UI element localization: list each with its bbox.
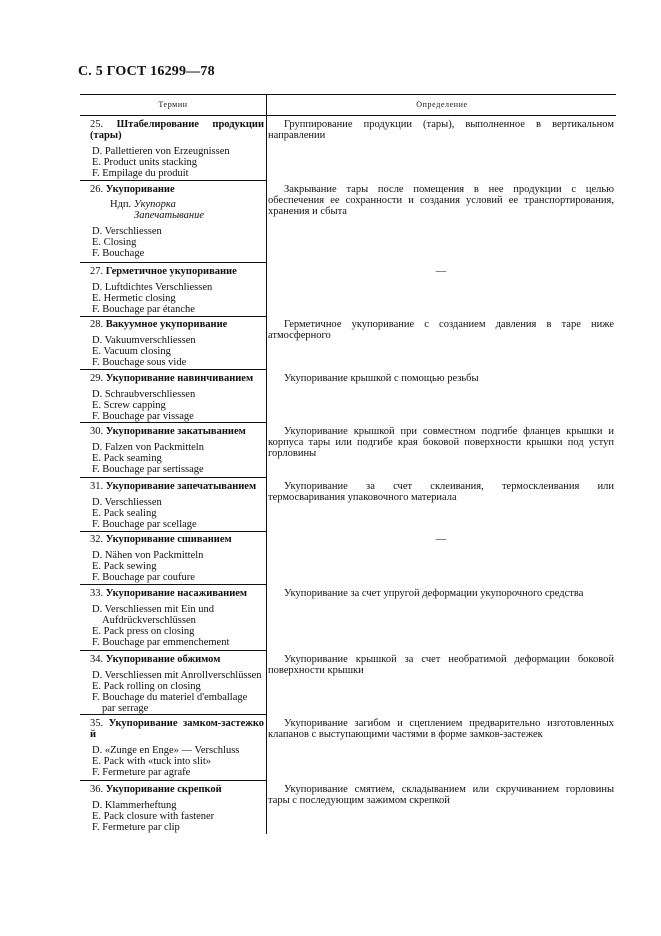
term-de: D. Klammerheftung xyxy=(92,800,177,811)
page-header: С. 5 ГОСТ 16299—78 xyxy=(78,64,215,79)
table-header-rule xyxy=(80,115,616,116)
definition-cell: Укупоривание за счет склеивания, термосклеивания или термосваривания упаковочного материала xyxy=(268,481,614,503)
definition-cell: Укупоривание крышкой за счет необратимой деформации боковой поверхности крышки xyxy=(268,654,614,676)
definition-cell: Группирование продукции (тары), выполненное в вертикальном направлении xyxy=(268,119,614,141)
term-fr: F. Fermeture par agrafe xyxy=(92,767,191,778)
definition-cell: Укупоривание за счет упругой деформации укупорочного средства xyxy=(284,588,584,599)
definition-cell: Закрывание тары после помещения в нее продукции с целью обеспечения ее сохранности и создания условий ее транспортирования, хранения и сбыта xyxy=(268,184,614,217)
definition-cell: Укупоривание загибом и сцеплением предварительно изготовленных клапанов с выступающими частями в форме замков-застежек xyxy=(268,718,614,740)
term-en: E. Pack with «tuck into slit» xyxy=(92,756,211,767)
term-fr: F. Bouchage sous vide xyxy=(92,357,187,368)
row-separator xyxy=(80,262,266,263)
term-de: D. Verschliessen xyxy=(92,497,162,508)
term-number: 36. xyxy=(90,784,104,795)
term-cell xyxy=(80,319,264,368)
definition-cell: Герметичное укупоривание с созданием давления в таре ниже атмосферного xyxy=(268,319,614,341)
column-header-term: Термин xyxy=(158,100,188,109)
term-fr: F. Fermeture par clip xyxy=(92,822,180,833)
definition-cell: — xyxy=(435,266,447,277)
term-en: E. Screw capping xyxy=(92,400,166,411)
row-separator xyxy=(80,477,266,478)
term-fr: F. Bouchage xyxy=(92,248,145,259)
ndp-item: Запечатывание xyxy=(134,210,205,221)
term-fr: F. Bouchage par sertissage xyxy=(92,464,204,475)
term-fr: F. Bouchage par coufure xyxy=(92,572,195,583)
term-en: E. Pack sealing xyxy=(92,508,157,519)
term-en: E. Hermetic closing xyxy=(92,293,176,304)
ndp-item: Укупорка xyxy=(133,199,176,210)
term-number: 31. xyxy=(90,481,104,492)
term-number: 27. xyxy=(90,266,104,277)
term-cell xyxy=(80,184,264,259)
row-separator xyxy=(80,422,266,423)
definition-cell: Укупоривание крышкой с помощью резьбы xyxy=(284,373,479,384)
term-name: Укупоривание навинчиванием xyxy=(105,373,254,384)
term-en: E. Pack rolling on closing xyxy=(92,681,201,692)
row-separator xyxy=(80,780,266,781)
column-divider xyxy=(266,94,267,834)
term-cell xyxy=(80,654,264,714)
term-cell xyxy=(80,373,264,422)
term-name: Укупоривание закатыванием xyxy=(105,426,246,437)
term-number: 34. xyxy=(90,654,104,665)
ndp-label: Ндп. xyxy=(110,199,132,210)
row-separator xyxy=(80,714,266,715)
row-separator xyxy=(80,584,266,585)
term-en: E. Pack press on closing xyxy=(92,626,195,637)
term-cell xyxy=(80,534,264,583)
term-de: D. Verschliessen xyxy=(92,226,162,237)
row-separator xyxy=(80,531,266,532)
term-en: E. Pack seaming xyxy=(92,453,162,464)
term-name: Укупоривание скрепкой xyxy=(105,784,222,795)
term-number: 25. xyxy=(90,119,104,130)
term-name: Укупоривание замком-застежкой xyxy=(90,718,264,740)
term-name: Штабелирование продукции (тары) xyxy=(90,119,265,141)
ndp-block xyxy=(80,199,264,221)
term-name: Укупоривание обжимом xyxy=(105,654,221,665)
term-de: D. Pallettieren von Erzeugnissen xyxy=(92,146,230,157)
term-name: Укупоривание насаживанием xyxy=(105,588,248,599)
term-cell xyxy=(80,718,264,778)
row-separator xyxy=(80,316,266,317)
term-de: D. Verschliessen mit Ein und xyxy=(92,604,215,615)
term-fr-continued: par serrage xyxy=(102,703,149,714)
term-number: 33. xyxy=(90,588,104,599)
term-de-continued: Aufdrückverschlüssen xyxy=(102,615,196,626)
term-fr: F. Bouchage par scellage xyxy=(92,519,197,530)
term-de: D. «Zunge en Enge» — Verschluss xyxy=(92,745,240,756)
term-cell xyxy=(80,588,264,648)
term-name: Укупоривание xyxy=(105,184,175,195)
term-de: D. Luftdichtes Verschliessen xyxy=(92,282,213,293)
term-en: E. Product units stacking xyxy=(92,157,197,168)
term-name: Укупоривание запечатыванием xyxy=(105,481,257,492)
table-top-rule xyxy=(80,94,616,95)
term-number: 29. xyxy=(90,373,104,384)
column-header-definition: Определение xyxy=(416,100,468,109)
term-en: E. Pack sewing xyxy=(92,561,157,572)
term-fr: F. Bouchage du materiel d'emballage xyxy=(92,692,248,703)
row-separator xyxy=(80,369,266,370)
definition-cell: — xyxy=(435,534,447,545)
term-name: Укупоривание сшиванием xyxy=(105,534,232,545)
term-number: 28. xyxy=(90,319,104,330)
term-de: D. Nähen von Packmitteln xyxy=(92,550,204,561)
term-fr: F. Bouchage par emmenchement xyxy=(92,637,230,648)
term-de: D. Vakuumverschliessen xyxy=(92,335,196,346)
term-cell xyxy=(80,481,264,530)
term-de: D. Falzen von Packmitteln xyxy=(92,442,204,453)
row-separator xyxy=(80,650,266,651)
term-number: 35. xyxy=(90,718,104,729)
term-number: 30. xyxy=(90,426,104,437)
term-fr: F. Bouchage par vissage xyxy=(92,411,194,422)
term-en: E. Vacuum closing xyxy=(92,346,171,357)
term-name: Герметичное укупоривание xyxy=(105,266,237,277)
term-number: 26. xyxy=(90,184,104,195)
term-fr: F. Bouchage par étanche xyxy=(92,304,195,315)
term-cell xyxy=(80,119,264,179)
term-de: D. Schraubverschliessen xyxy=(92,389,196,400)
definition-cell: Укупоривание смятием, складыванием или скручиванием горловины тары с последующим зажимом скрепкой xyxy=(268,784,614,806)
term-fr: F. Empilage du produit xyxy=(92,168,189,179)
term-cell xyxy=(80,426,264,475)
term-cell xyxy=(80,784,264,833)
row-separator xyxy=(80,180,266,181)
term-de: D. Verschliessen mit Anrollverschlüssen xyxy=(92,670,262,681)
definition-cell: Укупоривание крышкой при совместном подгибе фланцев крышки и корпуса тары или подгибе края боковой поверхности крышки под уступ горловины xyxy=(268,426,614,459)
term-number: 32. xyxy=(90,534,104,545)
term-name: Вакуумное укупоривание xyxy=(105,319,228,330)
term-en: E. Pack closure with fastener xyxy=(92,811,215,822)
term-en: E. Closing xyxy=(92,237,137,248)
term-cell xyxy=(80,266,264,315)
